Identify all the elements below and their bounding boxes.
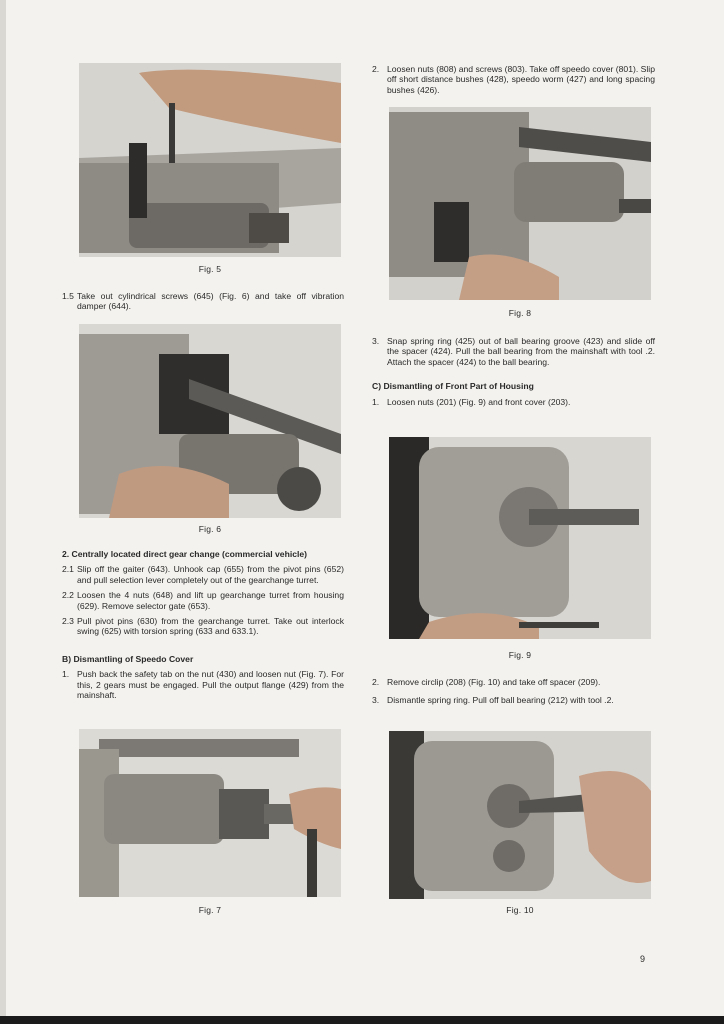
page-number: 9: [640, 954, 646, 964]
step-b-1: [62, 669, 344, 700]
figure-5-photo: [79, 63, 341, 257]
step-number: 2.1: [62, 564, 74, 575]
figure-9-caption: Fig. 9: [508, 650, 532, 660]
section-c-heading: C) Dismantling of Front Part of Housing: [372, 381, 534, 392]
step-text: Slip off the gaiter (643). Unhook cap (655) from the pivot pins (652) and pull selection lever completely out of the gearchange turret.: [77, 564, 344, 585]
step-2-1: [62, 564, 344, 585]
figure-6-caption: Fig. 6: [198, 524, 222, 534]
figure-7-caption: Fig. 7: [198, 905, 222, 915]
figure-9-photo: [389, 437, 651, 639]
step-number: 2.: [372, 64, 380, 74]
page-edge: [0, 0, 6, 1024]
page-bottom-edge: [0, 1016, 724, 1024]
step-text: Push back the safety tab on the nut (430) and loosen nut (Fig. 7). For this, 2 gears must be engaged. Pull the output flange (429) from the mainshaft.: [77, 669, 344, 701]
step-text: Take out cylindrical screws (645) (Fig. 6) and take off vibration damper (644).: [77, 291, 344, 312]
step-number: 2.3: [62, 616, 74, 627]
step-text: Loosen nuts (201) (Fig. 9) and front cover (203).: [387, 396, 571, 407]
step-number: 3.: [372, 336, 380, 346]
step-number: 2.2: [62, 590, 74, 601]
left-text-block: [62, 549, 344, 705]
section-b-heading: B) Dismantling of Speedo Cover: [62, 653, 194, 664]
step-c-2: [372, 677, 655, 687]
step-2-3: [62, 616, 344, 637]
figure-5-caption: Fig. 5: [198, 264, 222, 274]
step-number: 3.: [372, 695, 380, 706]
section-2-heading: 2. Centrally located direct gear change (commercial vehicle): [62, 549, 308, 559]
step-text: Pull pivot pins (630) from the gearchange turret. Take out interlock swing (625) with torsion spring (633 and 633.1).: [77, 616, 344, 637]
figure-10-photo: [389, 731, 651, 899]
right-text-block-2: [372, 677, 655, 711]
step-text: Remove circlip (208) (Fig. 10) and take off spacer (209).: [387, 677, 601, 687]
step-c-3: [372, 695, 655, 705]
figure-8-caption: Fig. 8: [508, 308, 532, 318]
step-3: [372, 336, 655, 367]
figure-6-photo: [79, 324, 341, 518]
figure-7-photo: [79, 729, 341, 897]
step-text: Loosen nuts (808) and screws (803). Take off speedo cover (801). Slip off short distance bushes (428), speedo worm (427) and long spacing bushes (426).: [387, 64, 655, 95]
step-c-1: [372, 397, 655, 407]
step-text: Dismantle spring ring. Pull off ball bearing (212) with tool .2.: [387, 695, 614, 706]
figure-8-photo: [389, 107, 651, 300]
figure-10-caption: Fig. 10: [506, 905, 534, 915]
right-text-block: [372, 336, 655, 412]
step-number: 1.5: [62, 291, 74, 301]
step-2-2: [62, 590, 344, 611]
step-text: Loosen the 4 nuts (648) and lift up gearchange turret from housing (629). Remove selector gate (653).: [77, 590, 344, 611]
step-number: 1.: [372, 396, 380, 407]
step-text: Snap spring ring (425) out of ball bearing groove (423) and slide off the spacer (424). Pull the ball bearing from the mainshaft with tool .2. Attach the spacer (424) to the ball bearing.: [387, 336, 655, 367]
step-2: [372, 64, 655, 95]
step-1-5: [62, 291, 344, 312]
step-number: 2.: [372, 677, 380, 687]
step-number: 1.: [62, 669, 70, 680]
